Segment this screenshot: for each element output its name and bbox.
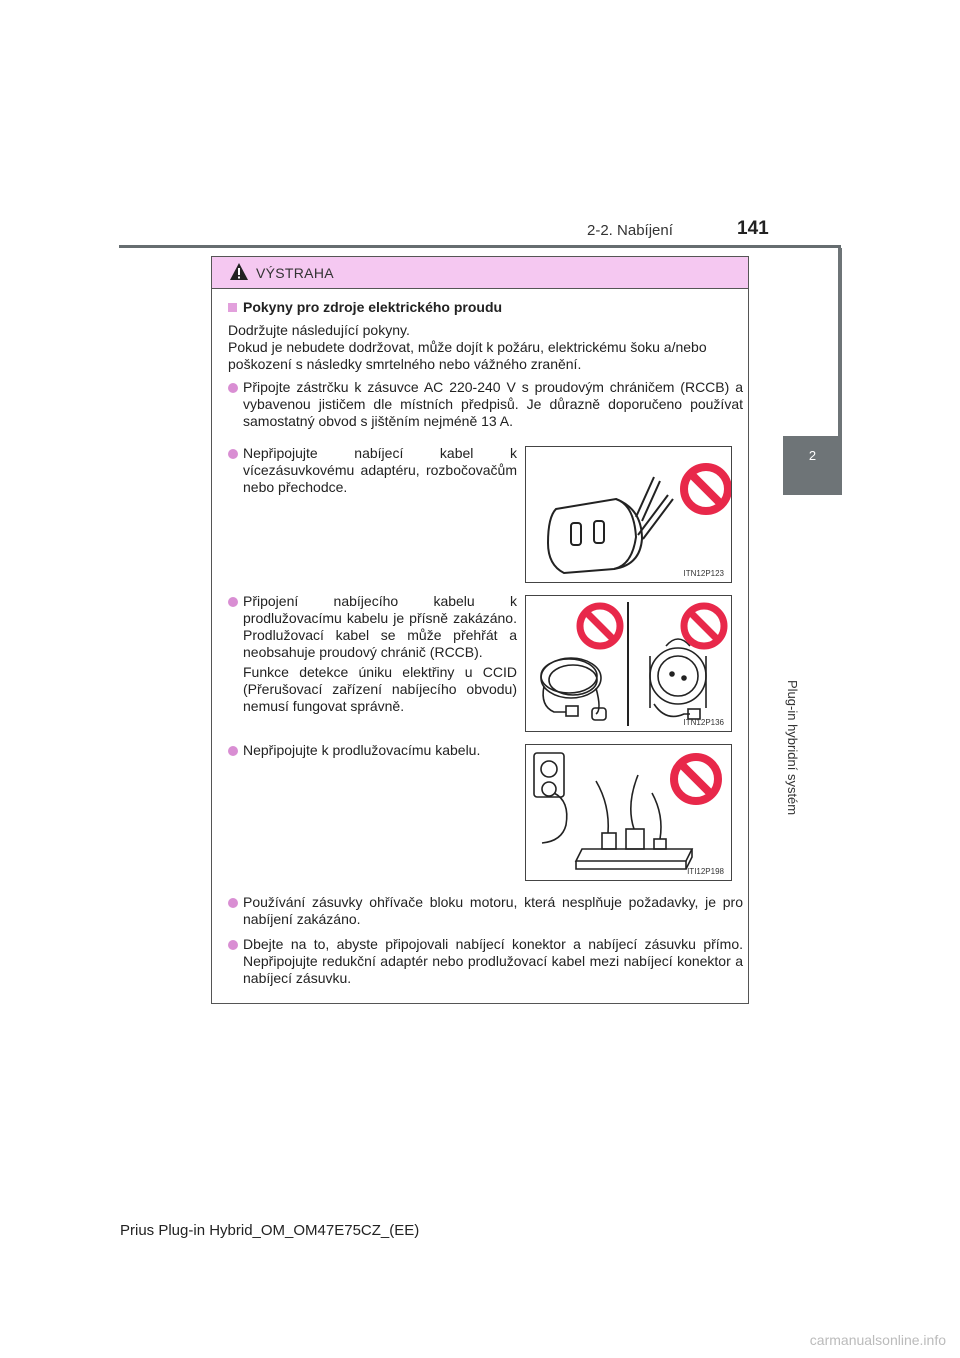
header-rule — [119, 245, 841, 248]
bullet-3a: Připojení nabíjecího kabelu k prodlužovacímu kabelu je přísně zakázáno. Prodlužovací kabel se může přehřát a neobsahuje proudový chránič (RCCB). — [243, 593, 517, 660]
warning-title: VÝSTRAHA — [256, 265, 334, 281]
watermark: carmanualsonline.info — [809, 1332, 946, 1348]
bullet-dot-icon — [228, 449, 238, 459]
intro-line-2: Pokud je nebudete dodržovat, může dojít k požáru, elektrickému šoku a/nebo poškození s následky smrtelného nebo vážného zranění. — [228, 339, 707, 372]
bullet-dot-icon — [228, 383, 238, 393]
figure-adapter — [525, 446, 732, 583]
prohibition-icon — [684, 467, 728, 511]
bullet-dot-icon — [228, 597, 238, 607]
figure-power-strip — [525, 744, 732, 881]
bullet-5: Používání zásuvky ohřívače bloku motoru, která nesplňuje požadavky, je pro nabíjení zakázáno. — [243, 894, 743, 927]
document-footer: Prius Plug-in Hybrid_OM_OM47E75CZ_(EE) — [120, 1222, 420, 1239]
power-strip-illustration — [526, 745, 731, 880]
bullet-1: Připojte zástrčku k zásuvce AC 220-240 V s proudovým chráničem (RCCB) a vybavenou jističem dle místních předpisů. Je důrazně doporučeno používat samostatný obvod s jištěním nejméně 13 A. — [243, 379, 743, 429]
bullet-2: Nepřipojujte nabíjecí kabel k vícezásuvkovému adaptéru, rozbočovačům nebo přechodce. — [243, 445, 517, 495]
bullet-dot-icon — [228, 746, 238, 756]
prohibition-icon — [580, 606, 620, 646]
warning-triangle-icon — [229, 262, 249, 281]
bullet-3b: Funkce detekce úniku elektřiny u CCID (Přerušovací zařízení nabíjecího obvodu) nemusí fungovat správně. — [243, 664, 517, 714]
chapter-label: Plug-in hybridní systém — [785, 680, 800, 816]
chapter-number: 2 — [808, 448, 817, 463]
figure-code: ITN12P123 — [683, 569, 724, 578]
adapter-illustration — [526, 447, 731, 582]
chapter-tab — [783, 436, 842, 495]
bullet-dot-icon — [228, 940, 238, 950]
section-heading-text: Pokyny pro zdroje elektrického proudu — [243, 299, 503, 315]
bullet-dot-icon — [228, 898, 238, 908]
page-number: 141 — [737, 218, 769, 239]
bullet-6: Dbejte na to, abyste připojovali nabíjecí konektor a nabíjecí zásuvku přímo. Nepřipojujte redukční adaptér nebo prodlužovací kabel mezi nabíjecí konektor a nabíjecí zásuvku. — [243, 936, 743, 986]
figure-code: ITN12P136 — [683, 718, 724, 727]
figure-code: ITI12P198 — [687, 867, 724, 876]
warning-header — [212, 257, 748, 289]
figure-extension-cord — [525, 595, 732, 732]
bullet-4: Nepřipojujte k prodlužovacímu kabelu. — [243, 742, 481, 758]
side-tab-bar — [838, 248, 842, 436]
prohibition-icon — [684, 606, 724, 646]
section-heading — [228, 299, 502, 315]
extension-cord-illustration — [526, 596, 731, 731]
section-title: 2-2. Nabíjení — [587, 222, 673, 239]
prohibition-icon — [674, 757, 718, 801]
intro-line-1: Dodržujte následující pokyny. — [228, 322, 410, 338]
square-bullet-icon — [228, 303, 237, 312]
